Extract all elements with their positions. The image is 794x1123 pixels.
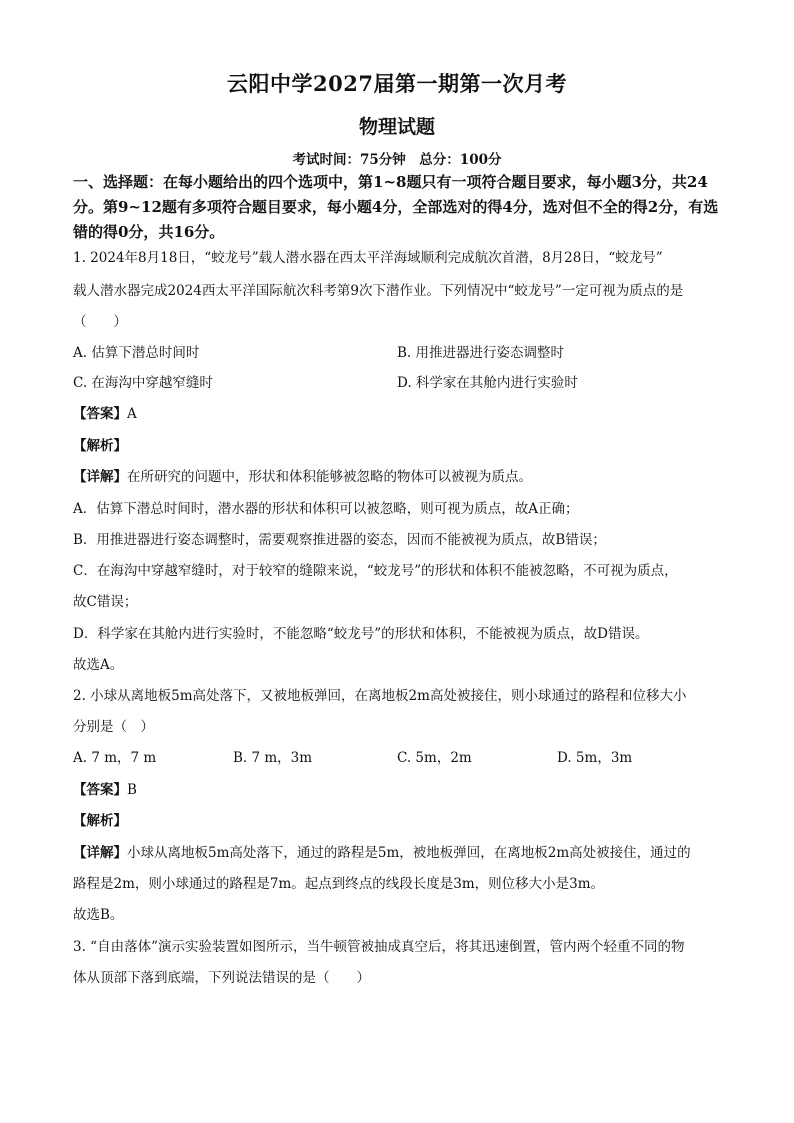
q1-option-b: B. 用推进器进行姿态调整时: [397, 345, 565, 361]
detail-text: 小球从离地板5m高处落下，通过的路程是5m，被地板弹回，在离地板2m高处被接住，通过的: [127, 845, 691, 861]
q2-option-c: C. 5m，2m: [397, 750, 472, 766]
detail-text: 在所研究的问题中，形状和体积能够被忽略的物体可以被视为质点。: [127, 469, 532, 485]
exam-info: 考试时间：75分钟 总分：100分: [292, 152, 502, 168]
q3-stem-line1: 3. “自由落体”演示实验装置如图所示，当牛顿管被抽成真空后，将其迅速倒置，管内两个轻重不同的物: [73, 939, 685, 955]
detail-tag: 【详解】: [73, 845, 127, 861]
page-title: 云阳中学2027届第一期第一次月考: [227, 71, 567, 96]
q1-explanation-a: A．估算下潜总时间时，潜水器的形状和体积可以被忽略，则可视为质点，故A正确；: [73, 501, 579, 517]
page-subtitle: 物理试题: [358, 116, 435, 138]
q2-stem-line1: 2. 小球从离地板5m高处落下，又被地板弹回，在离地板2m高处被接住，则小球通过的路程和位移大小: [73, 688, 687, 704]
q2-option-a: A. 7 m，7 m: [73, 750, 157, 766]
q1-explanation-c: C．在海沟中穿越窄缝时，对于较窄的缝隙来说，“蛟龙号”的形状和体积不能被忽略，不可视为质点，: [73, 563, 678, 579]
q1-detail: [73, 467, 728, 487]
analysis-tag: 【解析】: [73, 813, 127, 829]
section-heading: 一、选择题：在每小题给出的四个选项中，第1~8题只有一项符合题目要求，每小题3分，共24分。第9~12题有多项符合题目要求，每小题4分，全部选对的得4分，选对但不全的得2分，有选错的得0分，共16分。: [73, 173, 719, 241]
q1-explanation-c-cont: 故C错误；: [73, 594, 138, 610]
detail-tag: 【详解】: [73, 469, 127, 485]
q1-stem-line2: 载人潜水器完成2024西太平洋国际航次科考第9次下潜作业。下列情况中“蛟龙号”一定可视为质点的是: [73, 283, 684, 299]
q1-stem-line3: （ ）: [73, 314, 127, 330]
q2-option-b: B. 7 m，3m: [233, 750, 313, 766]
answer-tag: 【答案】: [73, 782, 127, 798]
answer-value: B: [127, 782, 137, 798]
answer-value: A: [127, 406, 137, 422]
q2-answer: [73, 780, 728, 800]
q2-detail-line2: 路程是2m，则小球通过的路程是7m。起点到终点的线段长度是3m，则位移大小是3m。: [73, 876, 605, 892]
q2-analysis: [73, 811, 728, 831]
q2-detail-line1: [73, 843, 728, 863]
q1-answer: [73, 404, 728, 424]
q2-stem-line2: 分别是（ ）: [73, 719, 154, 735]
q3-stem-line2: 体从顶部下落到底端，下列说法错误的是（ ）: [73, 970, 370, 986]
q1-conclusion: 故选A。: [73, 657, 124, 673]
answer-tag: 【答案】: [73, 406, 127, 422]
q1-option-d: D. 科学家在其舱内进行实验时: [397, 375, 578, 391]
q1-option-a: A. 估算下潜总时间时: [73, 345, 200, 361]
q1-explanation-b: B．用推进器进行姿态调整时，需要观察推进器的姿态，因而不能被视为质点，故B错误；: [73, 532, 606, 548]
q1-explanation-d: D．科学家在其舱内进行实验时，不能忽略“蛟龙号”的形状和体积，不能被视为质点，故D错误。: [73, 626, 649, 642]
q2-conclusion: 故选B。: [73, 907, 124, 923]
analysis-tag: 【解析】: [73, 438, 127, 454]
q2-option-d: D. 5m，3m: [557, 750, 633, 766]
q1-stem-line1: 1. 2024年8月18日，“蛟龙号”载人潜水器在西太平洋海域顺利完成航次首潜，8月28日，“蛟龙号”: [73, 250, 663, 266]
q1-analysis: [73, 436, 728, 456]
q1-option-c: C. 在海沟中穿越窄缝时: [73, 375, 213, 391]
